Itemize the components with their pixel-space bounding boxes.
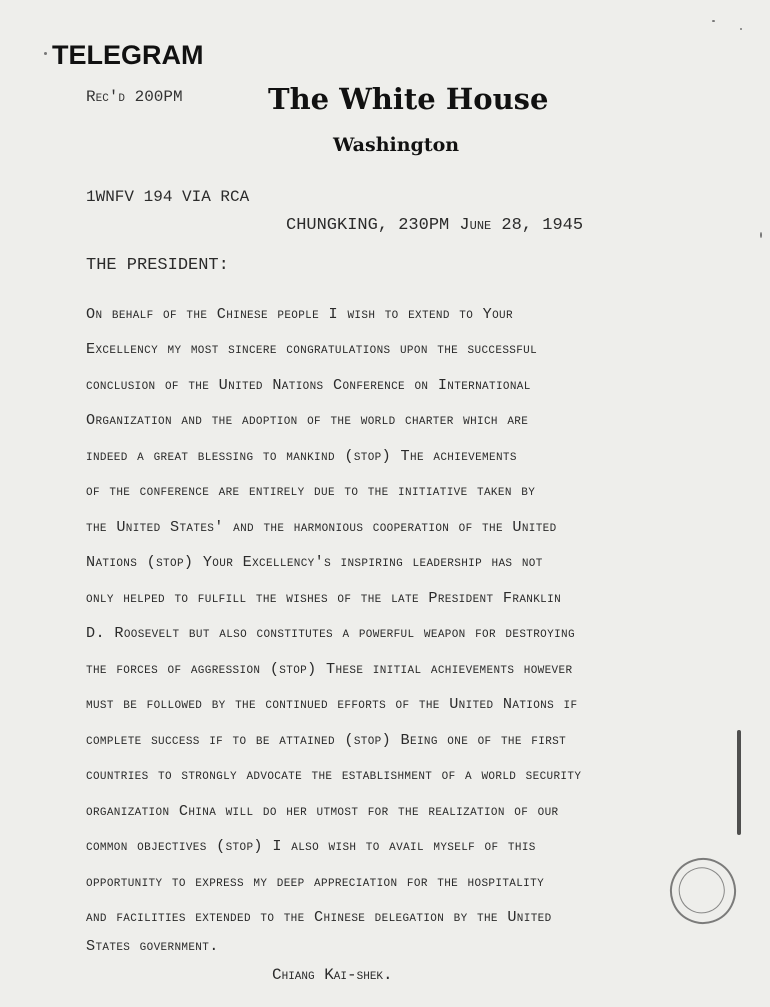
archive-stamp-icon xyxy=(661,849,744,932)
body-line: countries to strongly advocate the establishment of a world security xyxy=(86,766,582,784)
body-line: conclusion of the United Nations Conference on International xyxy=(86,376,531,394)
stamp-inner-ring xyxy=(673,861,731,919)
paper-speck xyxy=(740,28,742,30)
received-time: Rec'd 200PM xyxy=(86,88,183,106)
letterhead-title: The White House xyxy=(268,82,549,116)
body-line: Nations (stop) Your Excellency's inspiring leadership has not xyxy=(86,553,543,571)
body-line: D. Roosevelt but also constitutes a powerful weapon for destroying xyxy=(86,624,575,642)
paper-speck xyxy=(760,232,762,238)
dateline: CHUNGKING, 230PM June 28, 1945 xyxy=(286,216,584,235)
body-line: only helped to fulfill the wishes of the late President Franklin xyxy=(86,589,562,607)
body-line: complete success if to be attained (stop) Being one of the first xyxy=(86,731,567,749)
body-line: Organization and the adoption of the world charter which are xyxy=(86,411,529,429)
paper-speck xyxy=(712,20,715,22)
body-line: the United States' and the harmonious cooperation of the United xyxy=(86,518,557,536)
body-line: On behalf of the Chinese people I wish to extend to Your xyxy=(86,305,513,323)
body-line: opportunity to express my deep appreciation for the hospitality xyxy=(86,873,545,891)
body-line: the forces of aggression (stop) These initial achievements however xyxy=(86,660,573,678)
body-line: of the conference are entirely due to the initiative taken by xyxy=(86,482,536,500)
telegram-label: TELEGRAM xyxy=(52,40,204,70)
signature: Chiang Kai-shek. xyxy=(272,966,393,984)
body-line: common objectives (stop) I also wish to avail myself of this xyxy=(86,837,536,855)
addressee: THE PRESIDENT: xyxy=(86,256,229,275)
body-line: must be followed by the continued efforts of the United Nations if xyxy=(86,695,578,713)
body-line: States government. xyxy=(86,937,219,955)
message-id-line: 1WNFV 194 VIA RCA xyxy=(86,188,250,206)
margin-pencil-mark xyxy=(737,730,741,835)
paper-speck xyxy=(44,52,47,55)
letterhead-subtitle: Washington xyxy=(333,134,460,156)
body-line: indeed a great blessing to mankind (stop) The achievements xyxy=(86,447,517,465)
body-line: organization China will do her utmost for the realization of our xyxy=(86,802,559,820)
body-line: and facilities extended to the Chinese delegation by the United xyxy=(86,908,552,926)
body-line: Excellency my most sincere congratulations upon the successful xyxy=(86,340,538,358)
